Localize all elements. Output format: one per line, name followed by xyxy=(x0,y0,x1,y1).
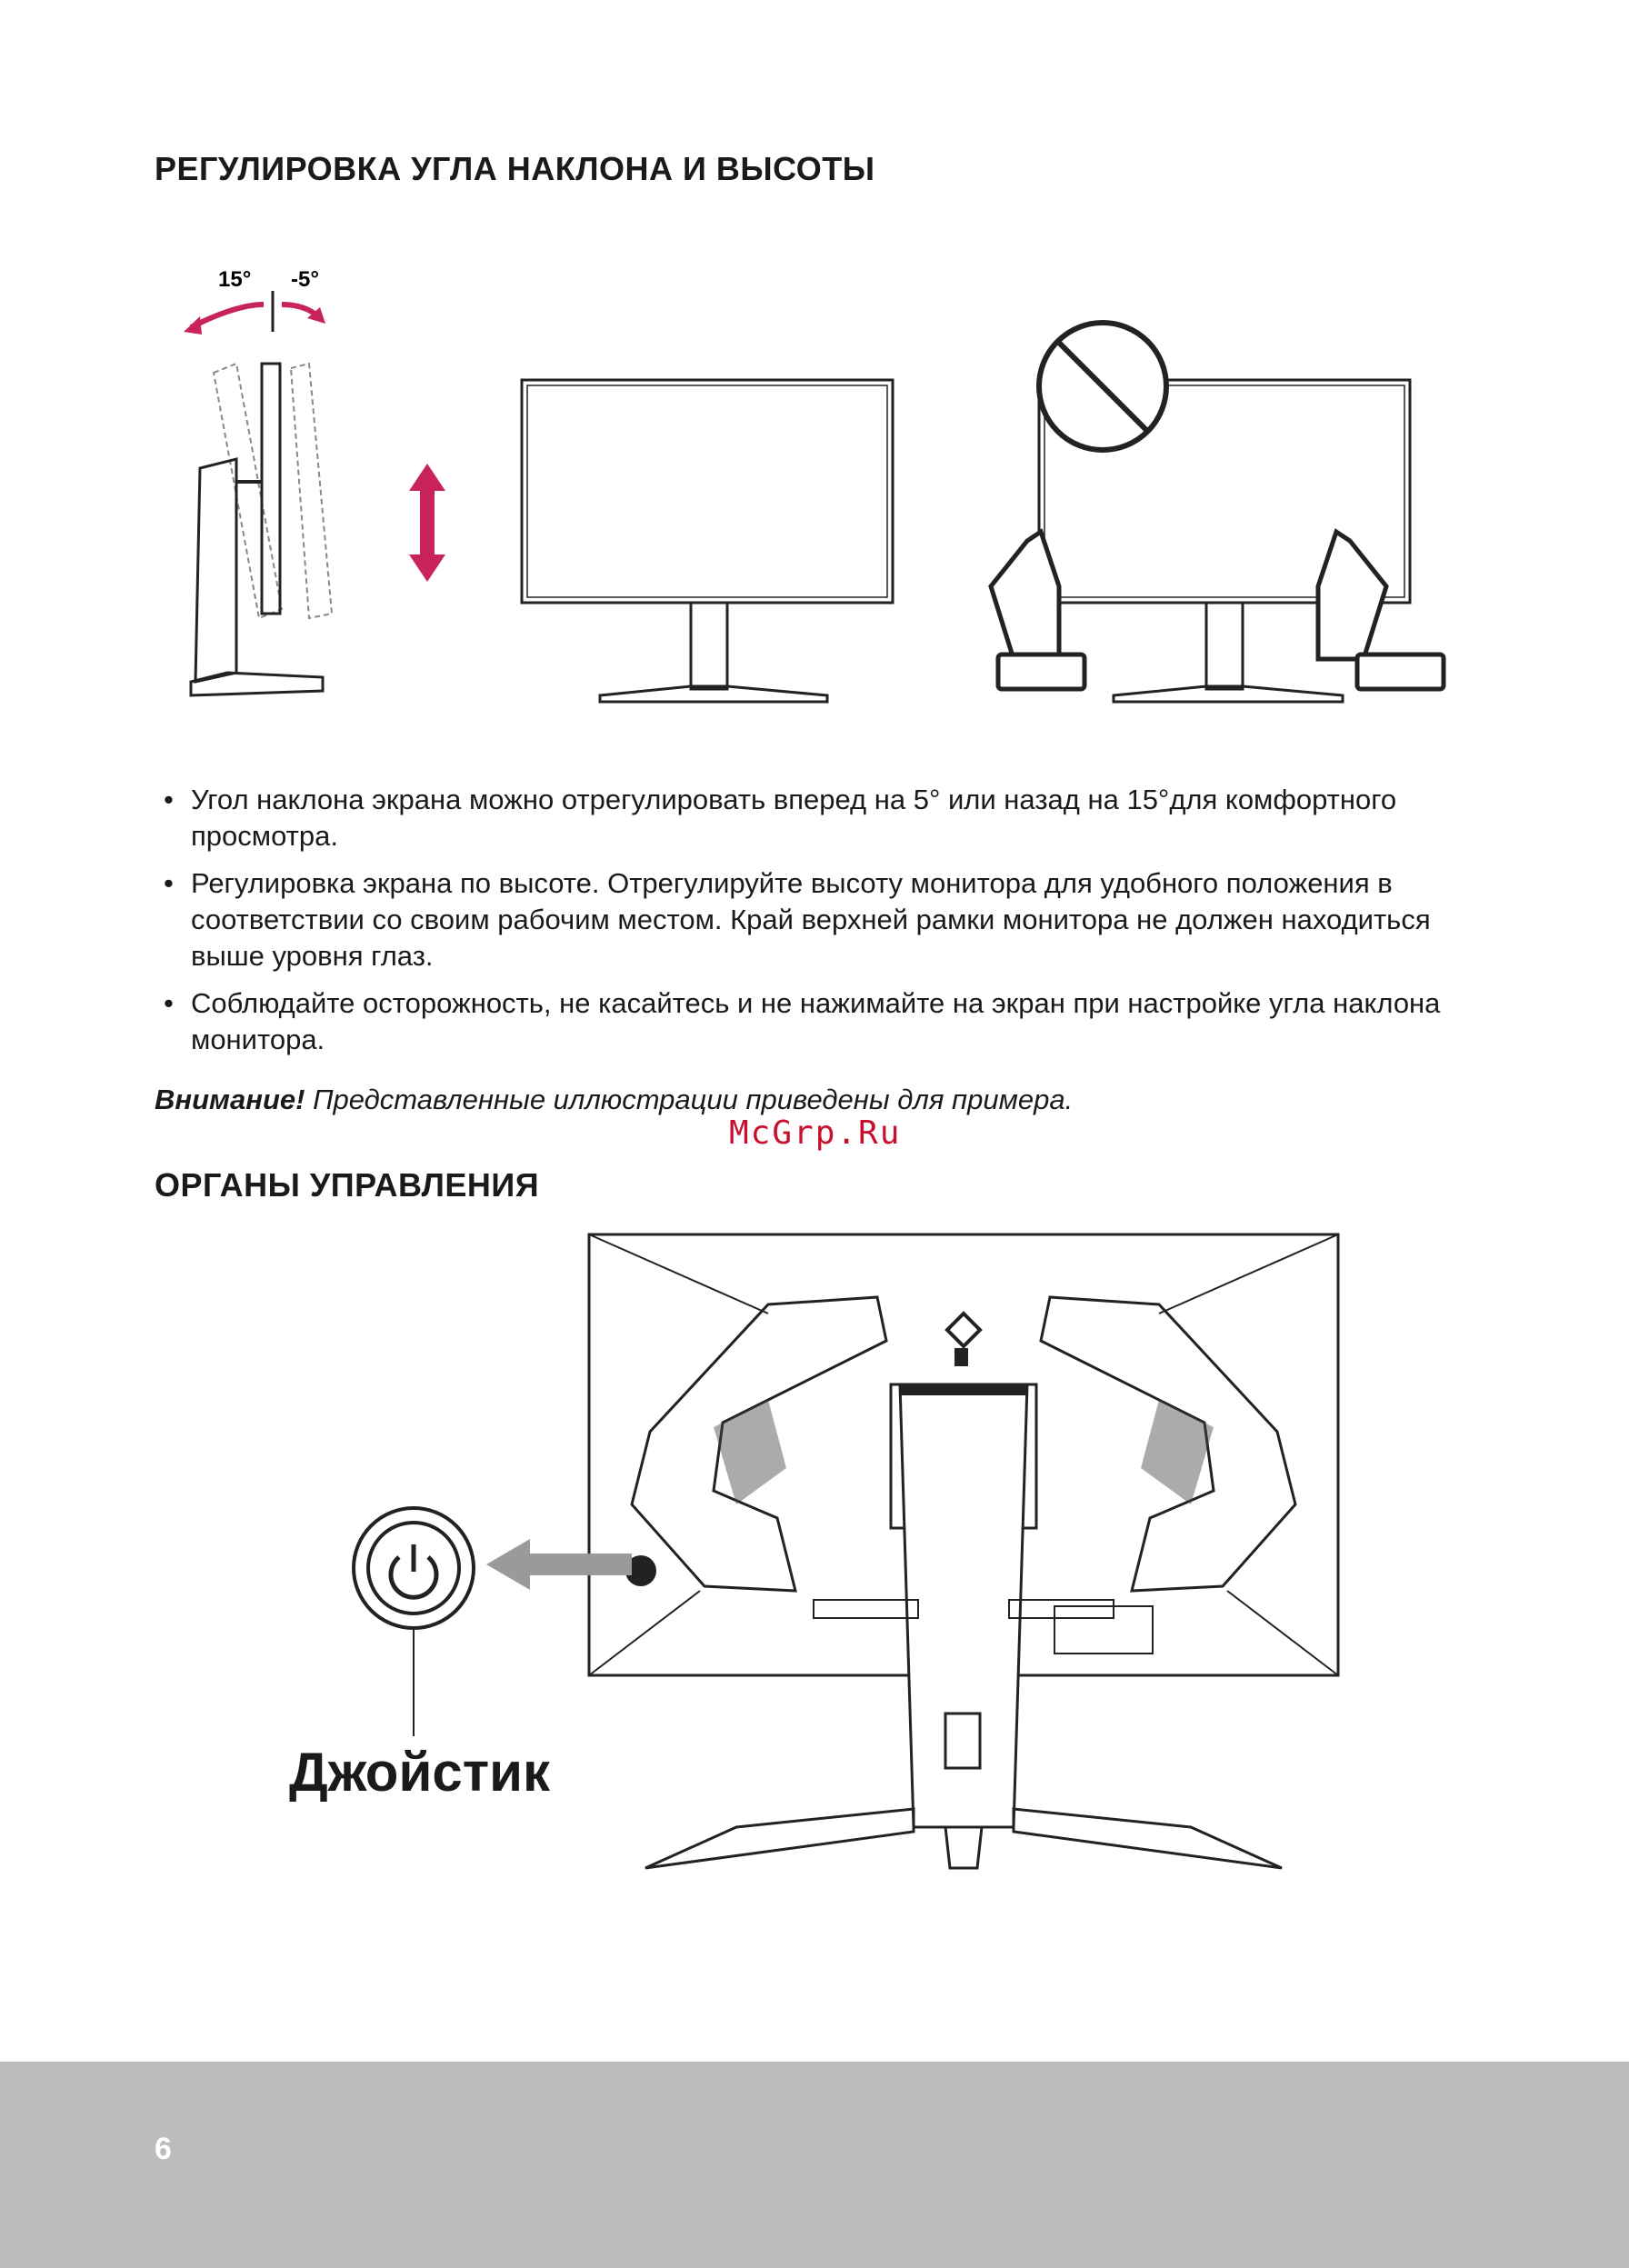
monitor-front-illustration xyxy=(518,373,900,709)
pointer-arrow-icon xyxy=(486,1539,632,1590)
watermark: McGrp.Ru xyxy=(729,1114,902,1152)
height-adjust-arrow-icon xyxy=(405,464,450,582)
section-title-controls: ОРГАНЫ УПРАВЛЕНИЯ xyxy=(155,1166,540,1204)
no-touch-screen-illustration xyxy=(986,314,1454,709)
right-hand-icon xyxy=(1318,532,1444,689)
list-item: • Соблюдайте осторожность, не касайтесь и не нажимайте на экран при настройке угла наклона монитора. xyxy=(164,985,1473,1058)
attention-label: Внимание! xyxy=(155,1084,305,1115)
attention-note xyxy=(155,1084,1073,1116)
instructions-list xyxy=(164,782,1473,1069)
joystick-label: Джойстик xyxy=(289,1742,550,1803)
attention-text: Представленные иллюстрации приведены для примера. xyxy=(313,1084,1074,1115)
power-icon xyxy=(391,1544,436,1597)
prohibited-icon xyxy=(1039,323,1166,450)
page-footer xyxy=(0,2062,1629,2268)
section-title-tilt-height: РЕГУЛИРОВКА УГЛА НАКЛОНА И ВЫСОТЫ xyxy=(155,150,875,187)
tilt-forward-label: -5° xyxy=(291,267,319,292)
joystick-callout xyxy=(350,1504,477,1741)
list-item: • Регулировка экрана по высоте. Отрегулируйте высоту монитора для удобного положения в соответствии со своим рабочим местом. Край верхней рамки монитора не должен находиться выше уровня глаз. xyxy=(164,865,1473,974)
tilt-side-view-illustration xyxy=(173,264,345,709)
tilt-back-arrow-icon xyxy=(191,305,264,327)
tilt-back-label: 15° xyxy=(218,267,252,292)
brand-logo-icon xyxy=(947,1314,980,1346)
left-hand-icon xyxy=(991,532,1084,689)
monitor-back-illustration xyxy=(586,1232,1341,1904)
list-item: • Угол наклона экрана можно отрегулировать вперед на 5° или назад на 15°для комфортного просмотра. xyxy=(164,782,1473,854)
page-number: 6 xyxy=(155,2132,172,2166)
